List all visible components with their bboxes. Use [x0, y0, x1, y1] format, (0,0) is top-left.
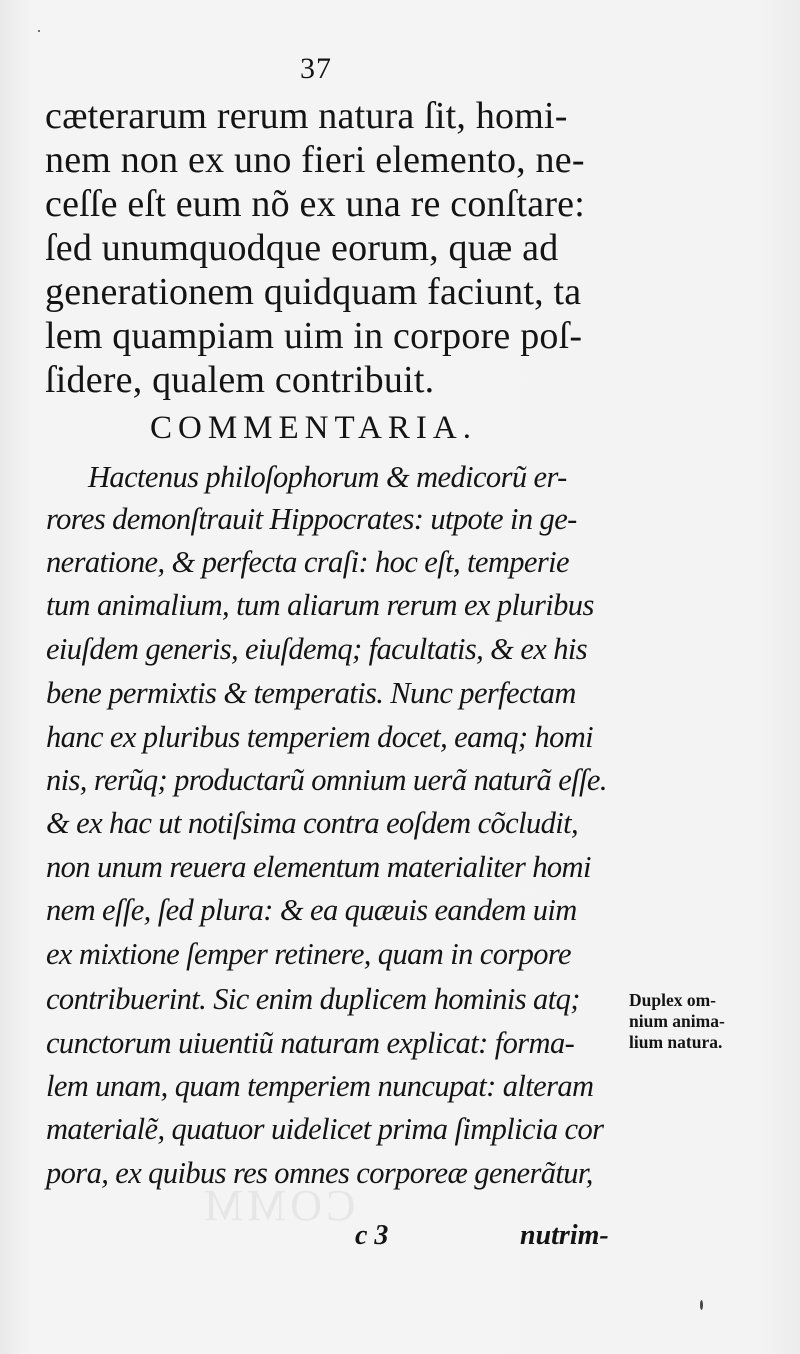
commentary-line: non unum reuera elementum materialiter homi	[46, 850, 591, 884]
signature-mark: c 3	[355, 1220, 389, 1251]
commentary-line: hanc ex pluribus temperiem docet, eamq; homi	[46, 720, 594, 754]
commentary-line: Hactenus philoſophorum & medicorũ er-	[88, 460, 567, 494]
main-text-line: ſidere, qualem contribuit.	[45, 359, 435, 401]
main-text-line: nem non ex uno fieri elemento, ne-	[45, 139, 585, 181]
commentary-line: ex mixtione ſemper retinere, quam in corpore	[46, 937, 571, 971]
margin-note-line: Duplex om-	[629, 990, 717, 1010]
commentary-line: & ex hac ut notiſsima contra eoſdem cõcludit,	[46, 806, 579, 840]
margin-note-line: lium natura.	[629, 1032, 723, 1052]
commentary-line: bene permixtis & temperatis. Nunc perfectam	[46, 676, 576, 710]
page-number: 37	[300, 52, 332, 85]
commentary-line: nis, rerũq; productarũ omnium uerã naturã eſſe.	[46, 763, 607, 797]
commentary-line: rores demonſtrauit Hippocrates: utpote in ge-	[46, 502, 577, 536]
main-text-line: ſed unumquodque eorum, quæ ad	[45, 227, 559, 269]
commentary-line: cunctorum uiuentiũ naturam explicat: forma-	[46, 1026, 575, 1060]
ink-speck	[700, 1300, 703, 1310]
main-text-line: lem quampiam uim in corpore poſ-	[45, 315, 583, 357]
section-heading: COMMENTARIA.	[150, 410, 477, 446]
main-text-line: cæterarum rerum natura ſit, homi-	[45, 95, 568, 137]
commentary-line: lem unam, quam temperiem nuncupat: alteram	[46, 1069, 594, 1103]
ink-speck	[38, 30, 40, 32]
commentary-line: eiuſdem generis, eiuſdemq; facultatis, & ex his	[46, 632, 588, 666]
commentary-line: contribuerint. Sic enim duplicem hominis atq;	[46, 982, 580, 1016]
commentary-line: nem eſſe, ſed plura: & ea quæuis eandem uim	[46, 893, 577, 927]
commentary-line: tum animalium, tum aliarum rerum ex pluribus	[46, 588, 594, 622]
commentary-line: materialẽ, quatuor uidelicet prima ſimplicia cor	[46, 1112, 604, 1146]
commentary-line: pora, ex quibus res omnes corporeæ generãtur,	[46, 1156, 593, 1190]
margin-note	[629, 990, 779, 1053]
main-text-line: generationem quidquam faciunt, ta	[45, 271, 582, 313]
show-through-text: COMM	[200, 1181, 356, 1230]
margin-note-line: nium anima-	[629, 1011, 725, 1031]
commentary-line: neratione, & perfecta craſi: hoc eſt, temperie	[46, 545, 569, 579]
main-text-line: ceſſe eſt eum nõ ex una re conſtare:	[45, 183, 585, 225]
catchword: nutrim-	[520, 1220, 609, 1251]
